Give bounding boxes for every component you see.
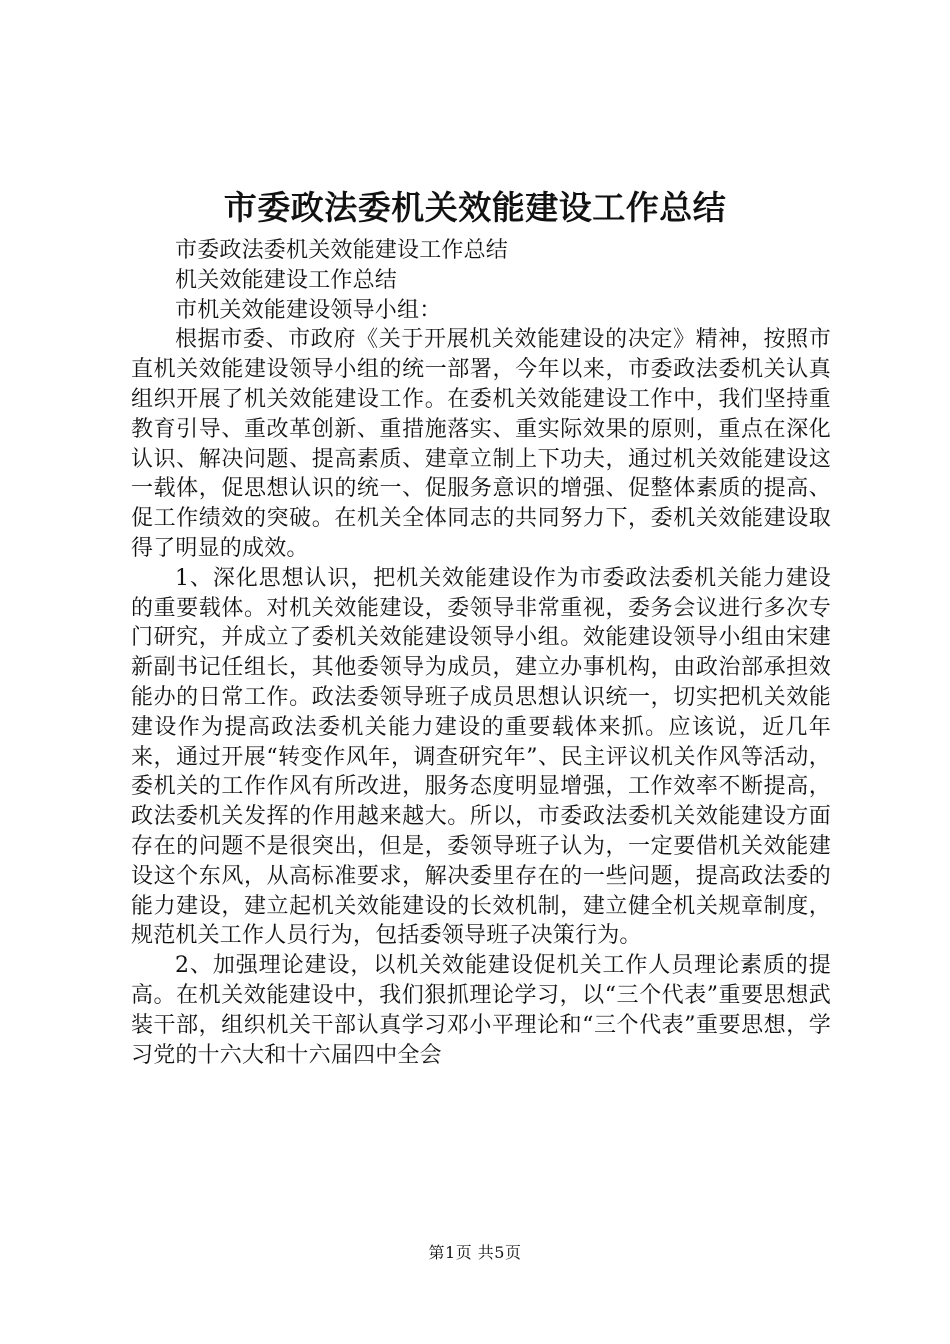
document-title: 市委政法委机关效能建设工作总结	[223, 188, 727, 227]
paragraph-heading: 机关效能建设工作总结	[175, 267, 398, 293]
paragraph-section-1: 1、深化思想认识，把机关效能建设作为市委政法委机关能力建设的重要载体。对机关效能建设，委领导非常重视，委务会议进行多次专门研究，并成立了委机关效能建设领导小组。效能建设领导小组由宋建新副书记任组长，其他委领导为成员，建立办事机构，由政治部承担效能办的日常工作。政法委领导班子成员思想认识统一，切实把机关效能建设作为提高政法委机关能力建设的重要载体来抓。应该说，近几年来，通过开展“转变作风年，调查研究年”、民主评议机关作风等活动，委机关的工作作风有所改进，服务态度明显增强，工作效率不断提高，政法委机关发挥的作用越来越大。所以，市委政法委机关效能建设方面存在的问题不是很突出，但是，委领导班子认为，一定要借机关效能建设这个东风，从高标准要求，解决委里存在的一些问题，提高政法委的能力建设，建立起机关效能建设的长效机制，建立健全机关规章制度，规范机关工作人员行为，包括委领导班子决策行为。	[131, 565, 831, 949]
page-footer: 第1页 共5页	[428, 1243, 522, 1262]
paragraph-subtitle: 市委政法委机关效能建设工作总结	[175, 238, 509, 263]
paragraph-intro: 根据市委、市政府《关于开展机关效能建设的决定》精神，按照市直机关效能建设领导小组的统一部署，今年以来，市委政法委机关认真组织开展了机关效能建设工作。在委机关效能建设工作中，我们坚持重教育引导、重改革创新、重措施落实、重实际效果的原则，重点在深化认识、解决问题、提高素质、建章立制上下功夫，通过机关效能建设这一载体，促思想认识的统一、促服务意识的增强、促整体素质的提高、促工作绩效的突破。在机关全体同志的共同努力下，委机关效能建设取得了明显的成效。	[131, 327, 831, 561]
paragraph-salutation: 市机关效能建设领导小组：	[175, 297, 442, 323]
paragraph-section-2: 2、加强理论建设，以机关效能建设促机关工作人员理论素质的提高。在机关效能建设中，我们狠抓理论学习，以“三个代表”重要思想武装干部，组织机关干部认真学习邓小平理论和“三个代表”重要思想，学习党的十六大和十六届四中全会	[131, 953, 831, 1068]
document-body	[131, 236, 831, 1070]
